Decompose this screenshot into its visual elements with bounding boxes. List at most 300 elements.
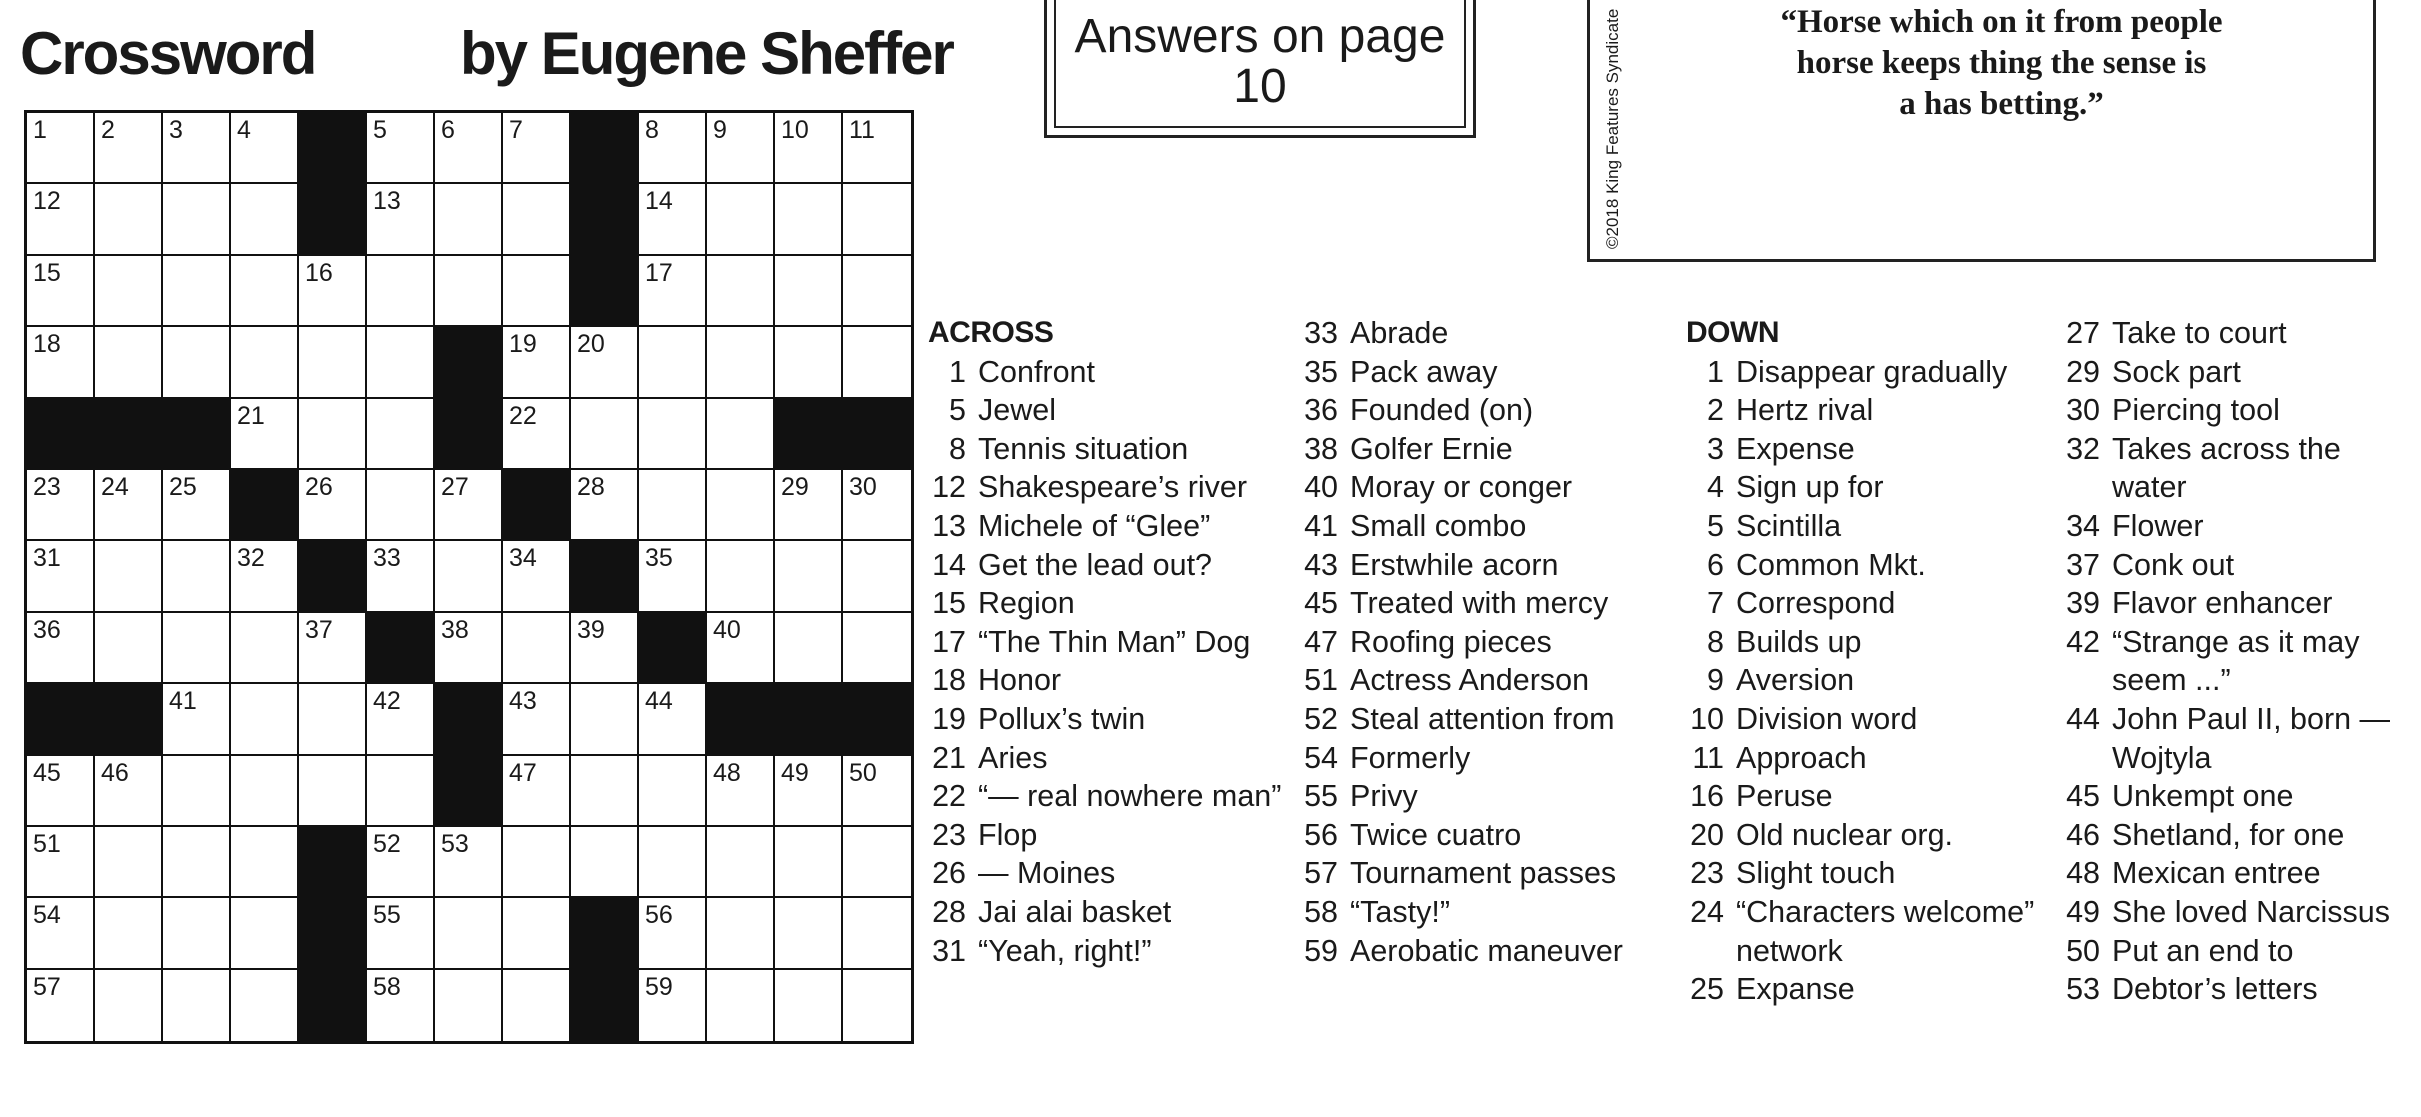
- across-clue: [928, 932, 1288, 971]
- grid-cell[interactable]: [231, 256, 299, 327]
- grid-cell[interactable]: [639, 756, 707, 827]
- grid-cell[interactable]: [27, 470, 95, 541]
- clue-text: Region: [978, 586, 1075, 621]
- grid-cell[interactable]: [95, 184, 163, 255]
- cell-number: 49: [781, 758, 809, 787]
- clue-number: 54: [1304, 740, 1338, 775]
- clue-number: 36: [1304, 393, 1338, 428]
- clue-text: She loved Narcissus: [2112, 894, 2391, 929]
- clue-number: 14: [932, 547, 966, 582]
- grid-cell[interactable]: [95, 541, 163, 612]
- grid-cell[interactable]: [639, 327, 707, 398]
- grid-cell[interactable]: [367, 399, 435, 470]
- grid-cell[interactable]: [231, 613, 299, 684]
- clue-text: Jewel: [978, 393, 1056, 428]
- clue-text: Treated with mercy: [1350, 586, 1609, 621]
- clue-text: Confront: [978, 354, 1095, 389]
- down-clue: [2062, 970, 2418, 1009]
- grid-cell[interactable]: [95, 327, 163, 398]
- grid-block: [435, 684, 503, 755]
- clue-number: 45: [1304, 586, 1338, 621]
- grid-block: [775, 684, 843, 755]
- grid-cell[interactable]: [639, 827, 707, 898]
- cell-number: 1: [33, 116, 47, 144]
- grid-cell[interactable]: [707, 541, 775, 612]
- quote-line-2: horse keeps thing the sense is: [1796, 45, 2207, 81]
- grid-block: [571, 184, 639, 255]
- grid-block: [843, 684, 911, 755]
- grid-cell[interactable]: [231, 970, 299, 1041]
- grid-cell[interactable]: [843, 184, 911, 255]
- grid-cell[interactable]: [503, 256, 571, 327]
- clue-number: 15: [932, 586, 966, 621]
- grid-cell[interactable]: [367, 113, 435, 184]
- grid-cell[interactable]: [163, 470, 231, 541]
- cell-number: 36: [33, 615, 61, 644]
- grid-cell[interactable]: [231, 113, 299, 184]
- grid-cell[interactable]: [95, 613, 163, 684]
- grid-block: [639, 613, 707, 684]
- quote-line-3: a has betting.”: [1899, 86, 2104, 122]
- cell-number: 30: [849, 472, 877, 501]
- grid-cell[interactable]: [775, 113, 843, 184]
- grid-cell[interactable]: [435, 898, 503, 969]
- grid-cell[interactable]: [707, 613, 775, 684]
- cell-number: 51: [33, 829, 61, 858]
- grid-cell[interactable]: [707, 327, 775, 398]
- across-clue: [1300, 507, 1672, 546]
- clue-text: Takes across the water: [2112, 431, 2341, 505]
- down-clue: [1686, 468, 2066, 507]
- answers-line-2: 10: [1233, 59, 1287, 113]
- clue-number: 20: [1690, 817, 1724, 852]
- grid-cell[interactable]: [299, 684, 367, 755]
- across-clue: [1300, 584, 1672, 623]
- grid-cell[interactable]: [843, 470, 911, 541]
- clue-text: Unkempt one: [2112, 779, 2294, 814]
- cell-number: 26: [305, 472, 333, 501]
- grid-cell[interactable]: [639, 184, 707, 255]
- across-clue: [928, 391, 1288, 430]
- clue-number: 22: [932, 779, 966, 814]
- clue-text: “Strange as it may seem ...”: [2112, 624, 2360, 698]
- clue-number: 6: [1707, 547, 1724, 582]
- grid-cell[interactable]: [571, 399, 639, 470]
- grid-cell[interactable]: [367, 756, 435, 827]
- grid-cell[interactable]: [639, 970, 707, 1041]
- grid-cell[interactable]: [299, 399, 367, 470]
- grid-cell[interactable]: [639, 898, 707, 969]
- grid-block: [435, 399, 503, 470]
- clue-text: Common Mkt.: [1736, 547, 1926, 582]
- clue-text: Aries: [978, 740, 1048, 775]
- grid-cell[interactable]: [435, 256, 503, 327]
- clue-text: Abrade: [1350, 316, 1449, 350]
- clue-text: Piercing tool: [2112, 393, 2280, 428]
- cell-number: 44: [645, 687, 673, 716]
- grid-cell[interactable]: [95, 470, 163, 541]
- cell-number: 32: [237, 544, 265, 573]
- grid-cell[interactable]: [775, 470, 843, 541]
- grid-cell[interactable]: [163, 256, 231, 327]
- down-clues-column-1: [1686, 314, 2066, 1009]
- clue-text: Aversion: [1736, 663, 1855, 698]
- grid-cell[interactable]: [27, 756, 95, 827]
- grid-block: [299, 970, 367, 1041]
- clue-text: Disappear gradually: [1736, 354, 2008, 389]
- grid-cell[interactable]: [639, 256, 707, 327]
- grid-cell[interactable]: [163, 756, 231, 827]
- grid-cell[interactable]: [163, 898, 231, 969]
- grid-cell[interactable]: [231, 756, 299, 827]
- grid-cell[interactable]: [707, 970, 775, 1041]
- grid-cell[interactable]: [775, 327, 843, 398]
- grid-cell[interactable]: [639, 399, 707, 470]
- cell-number: 16: [305, 258, 333, 287]
- grid-cell[interactable]: [707, 470, 775, 541]
- grid-cell[interactable]: [843, 327, 911, 398]
- clue-number: 25: [1690, 972, 1724, 1007]
- grid-cell[interactable]: [27, 256, 95, 327]
- clue-number: 41: [1304, 508, 1338, 543]
- grid-cell[interactable]: [435, 184, 503, 255]
- down-clue: [1686, 584, 2066, 623]
- down-heading: DOWN: [1686, 316, 1779, 349]
- clue-text: Shetland, for one: [2112, 817, 2345, 852]
- grid-cell[interactable]: [27, 327, 95, 398]
- grid-cell[interactable]: [435, 470, 503, 541]
- cell-number: 4: [237, 116, 251, 144]
- clue-text: Put an end to: [2112, 933, 2294, 968]
- grid-cell[interactable]: [843, 827, 911, 898]
- clue-number: 5: [1707, 508, 1724, 543]
- grid-cell[interactable]: [163, 184, 231, 255]
- grid-cell[interactable]: [571, 327, 639, 398]
- grid-cell[interactable]: [843, 113, 911, 184]
- grid-cell[interactable]: [503, 898, 571, 969]
- clue-text: Formerly: [1350, 740, 1471, 775]
- grid-cell[interactable]: [231, 327, 299, 398]
- grid-cell[interactable]: [27, 613, 95, 684]
- grid-cell[interactable]: [27, 541, 95, 612]
- clue-number: 52: [1304, 701, 1338, 736]
- grid-cell[interactable]: [775, 256, 843, 327]
- across-clue: [928, 661, 1288, 700]
- cell-number: 28: [577, 472, 605, 501]
- down-clue: [2062, 353, 2418, 392]
- grid-cell[interactable]: [775, 613, 843, 684]
- grid-cell[interactable]: [231, 541, 299, 612]
- grid-cell[interactable]: [503, 827, 571, 898]
- grid-cell[interactable]: [299, 256, 367, 327]
- clue-text: “Tasty!”: [1350, 894, 1450, 929]
- across-clue: [928, 777, 1288, 816]
- grid-cell[interactable]: [231, 399, 299, 470]
- grid-block: [843, 399, 911, 470]
- grid-cell[interactable]: [163, 684, 231, 755]
- grid-cell[interactable]: [367, 541, 435, 612]
- down-clue: [2062, 816, 2418, 855]
- cell-number: 11: [849, 116, 875, 144]
- across-clue: [928, 546, 1288, 585]
- grid-cell[interactable]: [367, 327, 435, 398]
- grid-cell[interactable]: [503, 113, 571, 184]
- down-clue: [2062, 391, 2418, 430]
- grid-block: [571, 541, 639, 612]
- cell-number: 43: [509, 687, 537, 716]
- grid-cell[interactable]: [435, 113, 503, 184]
- down-clue: [2062, 584, 2418, 623]
- clue-number: 29: [2066, 354, 2100, 389]
- clue-text: Privy: [1350, 779, 1418, 814]
- clue-number: 42: [2066, 624, 2100, 659]
- down-clue: [2062, 932, 2418, 971]
- down-clue: [1686, 777, 2066, 816]
- grid-cell[interactable]: [27, 970, 95, 1041]
- grid-cell[interactable]: [367, 184, 435, 255]
- cell-number: 5: [373, 116, 387, 144]
- grid-cell[interactable]: [231, 684, 299, 755]
- grid-cell[interactable]: [775, 184, 843, 255]
- cell-number: 13: [373, 187, 401, 216]
- grid-block: [707, 684, 775, 755]
- down-clue: [1686, 854, 2066, 893]
- grid-cell[interactable]: [843, 756, 911, 827]
- cell-number: 55: [373, 901, 401, 930]
- down-clue: [1686, 661, 2066, 700]
- grid-block: [571, 113, 639, 184]
- grid-cell[interactable]: [95, 970, 163, 1041]
- clue-number: 34: [2066, 508, 2100, 543]
- grid-cell[interactable]: [367, 684, 435, 755]
- grid-cell[interactable]: [163, 327, 231, 398]
- across-clues-column-1: [928, 314, 1288, 970]
- clue-number: 58: [1304, 894, 1338, 929]
- down-clue: [2062, 777, 2418, 816]
- grid-cell[interactable]: [843, 970, 911, 1041]
- clue-text: Tennis situation: [978, 431, 1189, 466]
- clue-text: Golfer Ernie: [1350, 431, 1513, 466]
- grid-cell[interactable]: [367, 898, 435, 969]
- quote-text: [1650, 2, 2353, 125]
- crossword-grid: [24, 110, 914, 1044]
- down-clue: [1686, 893, 2066, 970]
- grid-cell[interactable]: [435, 827, 503, 898]
- down-clue: [2062, 314, 2418, 353]
- clue-number: 35: [1304, 354, 1338, 389]
- grid-block: [299, 827, 367, 898]
- clue-text: John Paul II, born — Wojtyla: [2112, 701, 2391, 775]
- clue-number: 24: [1690, 894, 1724, 929]
- grid-cell[interactable]: [639, 113, 707, 184]
- grid-cell[interactable]: [367, 827, 435, 898]
- grid-cell[interactable]: [571, 756, 639, 827]
- down-clue: [2062, 546, 2418, 585]
- clue-number: 43: [1304, 547, 1338, 582]
- grid-cell[interactable]: [27, 184, 95, 255]
- clue-text: Michele of “Glee”: [978, 508, 1211, 543]
- clue-text: Scintilla: [1736, 508, 1842, 543]
- grid-cell[interactable]: [435, 613, 503, 684]
- grid-cell[interactable]: [367, 470, 435, 541]
- grid-cell[interactable]: [163, 970, 231, 1041]
- grid-cell[interactable]: [163, 827, 231, 898]
- grid-cell[interactable]: [503, 970, 571, 1041]
- grid-cell[interactable]: [707, 184, 775, 255]
- grid-cell[interactable]: [707, 256, 775, 327]
- down-clue: [1686, 816, 2066, 855]
- clue-number: 10: [1690, 701, 1724, 736]
- grid-cell[interactable]: [503, 541, 571, 612]
- clue-text: Flop: [978, 817, 1038, 852]
- grid-cell[interactable]: [639, 470, 707, 541]
- clue-text: Flavor enhancer: [2112, 586, 2333, 621]
- grid-block: [571, 898, 639, 969]
- grid-cell[interactable]: [95, 827, 163, 898]
- clue-number: 55: [1304, 779, 1338, 814]
- clue-text: Debtor’s letters: [2112, 972, 2318, 1007]
- grid-cell[interactable]: [163, 541, 231, 612]
- grid-cell[interactable]: [299, 613, 367, 684]
- clue-number: 3: [1707, 431, 1724, 466]
- grid-cell[interactable]: [707, 898, 775, 969]
- grid-cell[interactable]: [775, 827, 843, 898]
- grid-cell[interactable]: [435, 541, 503, 612]
- cell-number: 56: [645, 901, 673, 930]
- across-clue: [928, 353, 1288, 392]
- grid-cell[interactable]: [163, 113, 231, 184]
- clue-number: 16: [1690, 779, 1724, 814]
- grid-cell[interactable]: [299, 756, 367, 827]
- clue-number: 23: [932, 817, 966, 852]
- grid-cell[interactable]: [27, 113, 95, 184]
- puzzle-byline: by Eugene Sheffer: [460, 20, 953, 87]
- grid-cell[interactable]: [571, 613, 639, 684]
- grid-block: [27, 684, 95, 755]
- clue-number: 44: [2066, 701, 2100, 736]
- grid-block: [27, 399, 95, 470]
- grid-cell[interactable]: [639, 541, 707, 612]
- grid-cell[interactable]: [843, 898, 911, 969]
- cell-number: 9: [713, 116, 727, 144]
- grid-cell[interactable]: [503, 184, 571, 255]
- grid-cell[interactable]: [27, 898, 95, 969]
- grid-cell[interactable]: [95, 256, 163, 327]
- grid-cell[interactable]: [231, 827, 299, 898]
- grid-cell[interactable]: [367, 970, 435, 1041]
- grid-cell[interactable]: [503, 327, 571, 398]
- grid-cell[interactable]: [95, 898, 163, 969]
- grid-cell[interactable]: [775, 970, 843, 1041]
- grid-cell[interactable]: [775, 898, 843, 969]
- across-clue: [1300, 932, 1672, 971]
- clue-number: 49: [2066, 894, 2100, 929]
- grid-cell[interactable]: [571, 470, 639, 541]
- cell-number: 42: [373, 687, 401, 716]
- clue-text: Expanse: [1736, 972, 1855, 1007]
- cell-number: 18: [33, 330, 61, 359]
- clue-text: “Characters welcome” network: [1736, 894, 2035, 968]
- clue-number: 2: [1707, 393, 1724, 428]
- grid-cell[interactable]: [843, 541, 911, 612]
- grid-cell[interactable]: [231, 184, 299, 255]
- cell-number: 7: [509, 116, 523, 144]
- grid-block: [299, 184, 367, 255]
- across-clue: [1300, 893, 1672, 932]
- clue-text: Take to court: [2112, 316, 2287, 350]
- answers-line-1: Answers on page: [1074, 9, 1446, 63]
- across-clues-column-2: [1300, 314, 1672, 970]
- cell-number: 53: [441, 829, 469, 858]
- grid-cell[interactable]: [27, 827, 95, 898]
- cell-number: 33: [373, 544, 401, 573]
- grid-cell[interactable]: [503, 756, 571, 827]
- grid-cell[interactable]: [299, 327, 367, 398]
- grid-cell[interactable]: [707, 756, 775, 827]
- across-clue: [1300, 391, 1672, 430]
- grid-cell[interactable]: [95, 756, 163, 827]
- grid-block: [435, 327, 503, 398]
- grid-cell[interactable]: [775, 541, 843, 612]
- grid-block: [299, 898, 367, 969]
- cell-number: 12: [33, 187, 61, 216]
- grid-block: [299, 541, 367, 612]
- across-clue: [928, 816, 1288, 855]
- grid-cell[interactable]: [95, 113, 163, 184]
- grid-cell[interactable]: [707, 827, 775, 898]
- grid-cell[interactable]: [435, 970, 503, 1041]
- grid-cell[interactable]: [503, 399, 571, 470]
- across-clue: [928, 893, 1288, 932]
- clue-number: 45: [2066, 779, 2100, 814]
- clue-text: Actress Anderson: [1350, 663, 1590, 698]
- cell-number: 39: [577, 615, 605, 644]
- clue-number: 47: [1304, 624, 1338, 659]
- down-clue: [1686, 970, 2066, 1009]
- grid-cell[interactable]: [571, 684, 639, 755]
- grid-cell[interactable]: [843, 256, 911, 327]
- cell-number: 20: [577, 330, 605, 359]
- grid-cell[interactable]: [843, 613, 911, 684]
- clue-text: Aerobatic maneuver: [1350, 933, 1623, 968]
- cell-number: 19: [509, 330, 537, 359]
- grid-cell[interactable]: [163, 613, 231, 684]
- grid-cell[interactable]: [231, 898, 299, 969]
- clue-number: 21: [932, 740, 966, 775]
- cell-number: 14: [645, 187, 673, 216]
- grid-cell[interactable]: [639, 684, 707, 755]
- grid-cell[interactable]: [367, 256, 435, 327]
- grid-cell[interactable]: [571, 827, 639, 898]
- clue-number: 9: [1707, 663, 1724, 698]
- down-clue: [1686, 623, 2066, 662]
- across-clue: [928, 584, 1288, 623]
- clue-number: 50: [2066, 933, 2100, 968]
- grid-cell[interactable]: [503, 684, 571, 755]
- grid-cell[interactable]: [775, 756, 843, 827]
- grid-cell[interactable]: [299, 470, 367, 541]
- across-clue: [1300, 700, 1672, 739]
- cell-number: 10: [781, 116, 809, 144]
- grid-block: [571, 970, 639, 1041]
- grid-cell[interactable]: [707, 113, 775, 184]
- grid-block: [367, 613, 435, 684]
- clue-number: 17: [932, 624, 966, 659]
- grid-cell[interactable]: [707, 399, 775, 470]
- grid-cell[interactable]: [503, 613, 571, 684]
- clue-text: Get the lead out?: [978, 547, 1213, 582]
- across-clue: [1300, 661, 1672, 700]
